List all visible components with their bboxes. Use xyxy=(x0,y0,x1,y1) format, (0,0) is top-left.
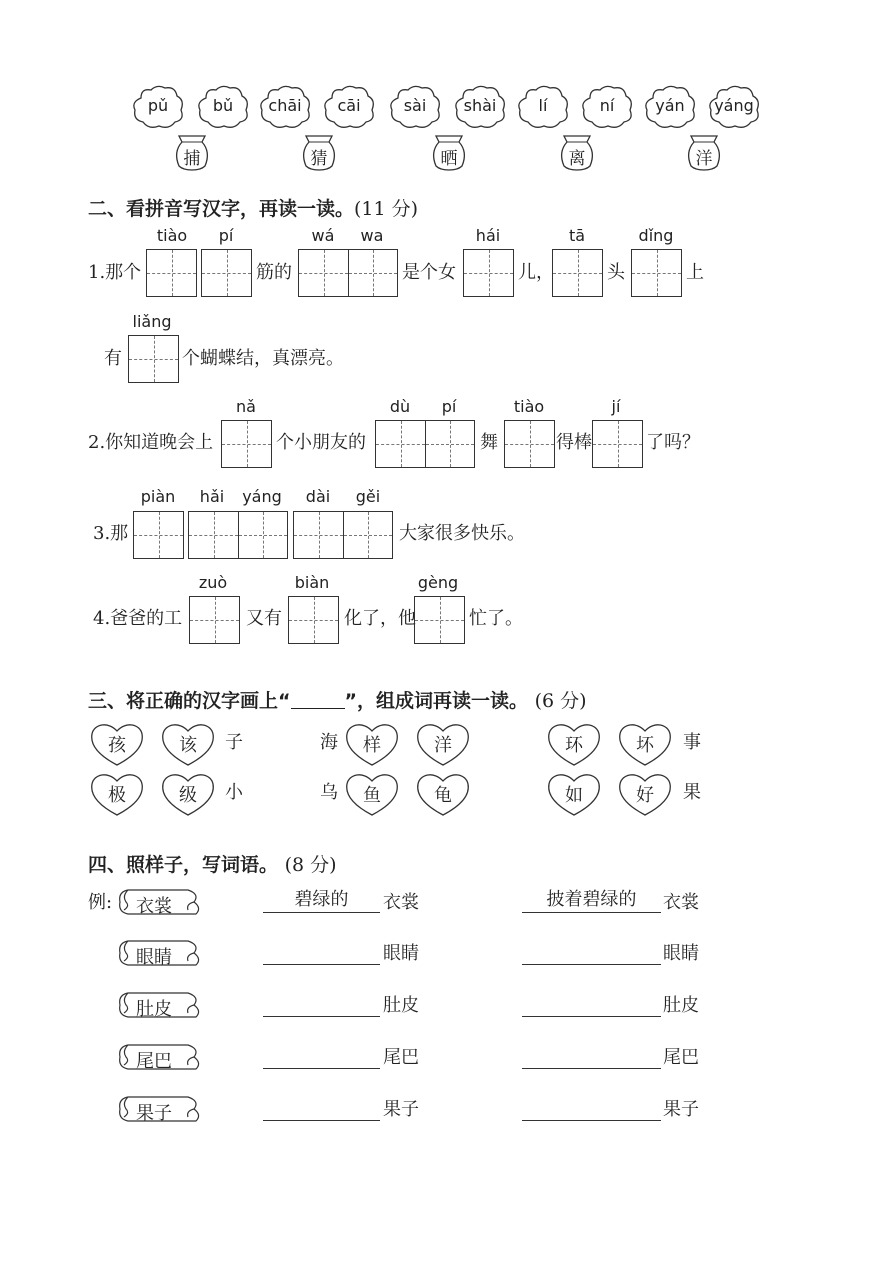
suffix-character: 小 xyxy=(225,782,243,803)
writing-cell[interactable] xyxy=(464,250,513,296)
pinyin-label: dù xyxy=(389,397,411,416)
pinyin-label: pí xyxy=(441,397,457,416)
writing-grid[interactable] xyxy=(201,249,252,297)
target-word: 尾巴 xyxy=(383,1047,419,1068)
answer-blank[interactable] xyxy=(263,1098,380,1121)
heart-choice[interactable] xyxy=(616,719,674,769)
sentence-text: 个小朋友的 xyxy=(276,432,366,453)
writing-grid[interactable] xyxy=(288,596,339,644)
pinyin-label: wa xyxy=(360,226,384,245)
character-pot xyxy=(298,132,340,172)
writing-grid[interactable] xyxy=(189,596,240,644)
writing-cell[interactable] xyxy=(632,250,681,296)
heart-choice[interactable] xyxy=(414,769,472,819)
answer-blank[interactable] xyxy=(263,1046,380,1069)
writing-grid[interactable] xyxy=(128,335,179,383)
pinyin-label: dài xyxy=(305,487,331,506)
word-scroll xyxy=(116,937,202,969)
heart-character: 该 xyxy=(179,735,197,756)
suffix-character: 子 xyxy=(225,732,243,753)
target-word: 果子 xyxy=(383,1099,419,1120)
pinyin-label: tiào xyxy=(513,397,545,416)
pinyin-label: liǎng xyxy=(132,312,172,331)
writing-cell[interactable] xyxy=(189,512,238,558)
sentence-text: 舞 xyxy=(480,432,498,453)
section-4-heading xyxy=(88,850,337,877)
prefix-character: 海 xyxy=(320,732,338,753)
target-word: 尾巴 xyxy=(663,1047,699,1068)
writing-grid[interactable] xyxy=(298,249,398,297)
heart-character: 孩 xyxy=(108,735,126,756)
scroll-word: 眼睛 xyxy=(136,947,172,968)
writing-grid[interactable] xyxy=(631,249,682,297)
writing-grid[interactable] xyxy=(375,420,475,468)
pinyin-label: dǐng xyxy=(638,226,674,245)
heart-character: 坏 xyxy=(636,735,654,756)
target-word: 衣裳 xyxy=(383,892,419,913)
sentence-text: 忙了。 xyxy=(469,608,523,629)
section-2-title: 二、看拼音写汉字，再读一读。 xyxy=(88,198,355,220)
target-word: 衣裳 xyxy=(663,892,699,913)
pinyin-option: yán xyxy=(655,96,685,115)
target-word: 眼睛 xyxy=(663,943,699,964)
answer-blank[interactable] xyxy=(522,890,661,913)
writing-grid[interactable] xyxy=(221,420,272,468)
sentence-text: 化了，他 xyxy=(344,608,416,629)
word-scroll xyxy=(116,989,202,1021)
pinyin-cloud[interactable] xyxy=(453,84,507,130)
pinyin-cloud[interactable] xyxy=(516,84,570,130)
writing-grid[interactable] xyxy=(293,511,393,559)
pot-character: 洋 xyxy=(695,149,713,169)
section-3-points: (6 分) xyxy=(534,690,587,712)
heart-character: 龟 xyxy=(434,785,452,806)
sentence-text: 得棒 xyxy=(556,432,592,453)
pinyin-label: piàn xyxy=(140,487,176,506)
pinyin-label: biàn xyxy=(294,573,330,592)
heart-choice[interactable] xyxy=(545,769,603,819)
answer-blank[interactable] xyxy=(522,1098,661,1121)
writing-cell[interactable] xyxy=(222,421,271,467)
pinyin-cloud[interactable] xyxy=(707,84,761,130)
sentence-text: 是个女 xyxy=(402,262,456,283)
target-word: 肚皮 xyxy=(663,995,699,1016)
writing-cell[interactable] xyxy=(134,512,183,558)
heart-character: 环 xyxy=(565,735,583,756)
character-pot xyxy=(171,132,213,172)
writing-cell[interactable] xyxy=(425,421,474,467)
heart-character: 鱼 xyxy=(363,785,381,806)
heart-choice[interactable] xyxy=(88,769,146,819)
example-answer: 碧绿的 xyxy=(294,889,349,910)
pinyin-label: hái xyxy=(475,226,501,245)
example-label: 例: xyxy=(88,892,113,913)
writing-grid[interactable] xyxy=(592,420,643,468)
writing-cell[interactable] xyxy=(593,421,642,467)
answer-blank[interactable] xyxy=(522,994,661,1017)
heart-character: 洋 xyxy=(434,735,452,756)
pinyin-label: gèng xyxy=(417,573,459,592)
pinyin-option: lí xyxy=(538,96,548,115)
scroll-word: 衣裳 xyxy=(136,896,172,917)
pinyin-option: cāi xyxy=(337,96,361,115)
scroll-word: 肚皮 xyxy=(136,999,172,1020)
question-number: 2.你知道晚会上 xyxy=(88,432,214,453)
writing-cell[interactable] xyxy=(147,250,196,296)
sentence-text: 头 xyxy=(607,262,625,283)
scroll-word: 果子 xyxy=(136,1103,172,1124)
writing-cell[interactable] xyxy=(202,250,251,296)
heart-character: 好 xyxy=(636,785,654,806)
target-word: 眼睛 xyxy=(383,943,419,964)
word-scroll xyxy=(116,1093,202,1125)
pinyin-cloud[interactable] xyxy=(580,84,634,130)
sentence-text: 有 xyxy=(104,348,122,369)
pinyin-option: bǔ xyxy=(212,96,234,115)
writing-grid[interactable] xyxy=(146,249,197,297)
writing-cell[interactable] xyxy=(129,336,178,382)
heart-choice[interactable] xyxy=(343,769,401,819)
prefix-character: 乌 xyxy=(320,782,338,803)
writing-grid[interactable] xyxy=(552,249,603,297)
heart-choice[interactable] xyxy=(159,769,217,819)
underline-sample xyxy=(291,708,345,709)
sentence-text: 筋的 xyxy=(256,262,292,283)
writing-cell[interactable] xyxy=(294,512,343,558)
pinyin-label: yáng xyxy=(242,487,282,506)
heart-character: 样 xyxy=(363,735,381,756)
writing-cell[interactable] xyxy=(238,512,287,558)
pinyin-option: pǔ xyxy=(147,96,169,115)
sentence-text: 个蝴蝶结，真漂亮。 xyxy=(182,348,344,369)
heart-choice[interactable] xyxy=(545,719,603,769)
writing-grid[interactable] xyxy=(414,596,465,644)
target-word: 果子 xyxy=(663,1099,699,1120)
writing-cell[interactable] xyxy=(376,421,425,467)
pinyin-cloud[interactable] xyxy=(258,84,312,130)
heart-choice[interactable] xyxy=(414,719,472,769)
target-word: 肚皮 xyxy=(383,995,419,1016)
heart-character: 极 xyxy=(108,785,126,806)
section-3-heading xyxy=(88,686,587,713)
pinyin-label: tā xyxy=(568,226,586,245)
pinyin-cloud[interactable] xyxy=(131,84,185,130)
writing-cell[interactable] xyxy=(289,597,338,643)
answer-blank[interactable] xyxy=(522,942,661,965)
sentence-text: 儿， xyxy=(518,262,554,283)
heart-choice[interactable] xyxy=(343,719,401,769)
answer-blank[interactable] xyxy=(263,994,380,1017)
pinyin-label: pí xyxy=(218,226,234,245)
writing-cell[interactable] xyxy=(415,597,464,643)
section-4-points: (8 分) xyxy=(284,854,337,876)
heart-choice[interactable] xyxy=(159,719,217,769)
writing-grid[interactable] xyxy=(463,249,514,297)
pinyin-label: tiào xyxy=(156,226,188,245)
answer-blank[interactable] xyxy=(263,942,380,965)
pinyin-label: jí xyxy=(611,397,621,416)
heart-character: 级 xyxy=(179,785,197,806)
pot-character: 晒 xyxy=(440,149,458,169)
pinyin-option: sài xyxy=(403,96,427,115)
pot-character: 猜 xyxy=(310,149,328,169)
pinyin-label: gěi xyxy=(355,487,381,506)
writing-grid[interactable] xyxy=(504,420,555,468)
pot-character: 离 xyxy=(568,149,586,169)
pinyin-option: chāi xyxy=(268,96,302,115)
section-2-heading xyxy=(88,194,418,221)
pinyin-option: yáng xyxy=(714,96,754,115)
character-pot xyxy=(683,132,725,172)
question-number: 1.那个 xyxy=(88,262,142,283)
answer-blank[interactable] xyxy=(522,1046,661,1069)
writing-cell[interactable] xyxy=(505,421,554,467)
writing-cell[interactable] xyxy=(299,250,348,296)
pinyin-label: wá xyxy=(311,226,335,245)
character-pot xyxy=(428,132,470,172)
pinyin-cloud[interactable] xyxy=(388,84,442,130)
sentence-text: 了吗？ xyxy=(646,432,700,453)
pinyin-cloud[interactable] xyxy=(196,84,250,130)
question-number: 3.那 xyxy=(93,523,129,544)
writing-grid[interactable] xyxy=(133,511,184,559)
section-3-title-b: ”，组成词再读一读。 xyxy=(344,690,528,712)
heart-choice[interactable] xyxy=(616,769,674,819)
sentence-text: 又有 xyxy=(246,608,282,629)
word-scroll xyxy=(116,886,202,918)
pinyin-cloud[interactable] xyxy=(643,84,697,130)
pot-character: 捕 xyxy=(183,149,201,169)
writing-cell[interactable] xyxy=(348,250,397,296)
section-4-title: 四、照样子，写词语。 xyxy=(88,854,279,876)
scroll-word: 尾巴 xyxy=(136,1051,172,1072)
writing-grid[interactable] xyxy=(188,511,288,559)
pinyin-option: shài xyxy=(463,96,497,115)
writing-cell[interactable] xyxy=(553,250,602,296)
answer-blank[interactable] xyxy=(263,890,380,913)
writing-cell[interactable] xyxy=(190,597,239,643)
pinyin-label: nǎ xyxy=(236,397,256,416)
pinyin-label: hǎi xyxy=(199,487,225,506)
sentence-text: 上 xyxy=(686,262,704,283)
suffix-character: 事 xyxy=(683,732,701,753)
writing-cell[interactable] xyxy=(343,512,392,558)
suffix-character: 果 xyxy=(683,782,701,803)
word-scroll xyxy=(116,1041,202,1073)
character-pot xyxy=(556,132,598,172)
section-3-title-a: 三、将正确的汉字画上“ xyxy=(88,690,291,712)
section-2-points: (11 分) xyxy=(354,198,419,220)
question-number: 4.爸爸的工 xyxy=(93,608,183,629)
example-answer: 披着碧绿的 xyxy=(546,889,637,910)
pinyin-cloud[interactable] xyxy=(322,84,376,130)
pinyin-label: zuò xyxy=(198,573,228,592)
heart-choice[interactable] xyxy=(88,719,146,769)
sentence-text: 大家很多快乐。 xyxy=(399,523,525,544)
heart-character: 如 xyxy=(565,785,583,806)
pinyin-option: ní xyxy=(599,96,615,115)
